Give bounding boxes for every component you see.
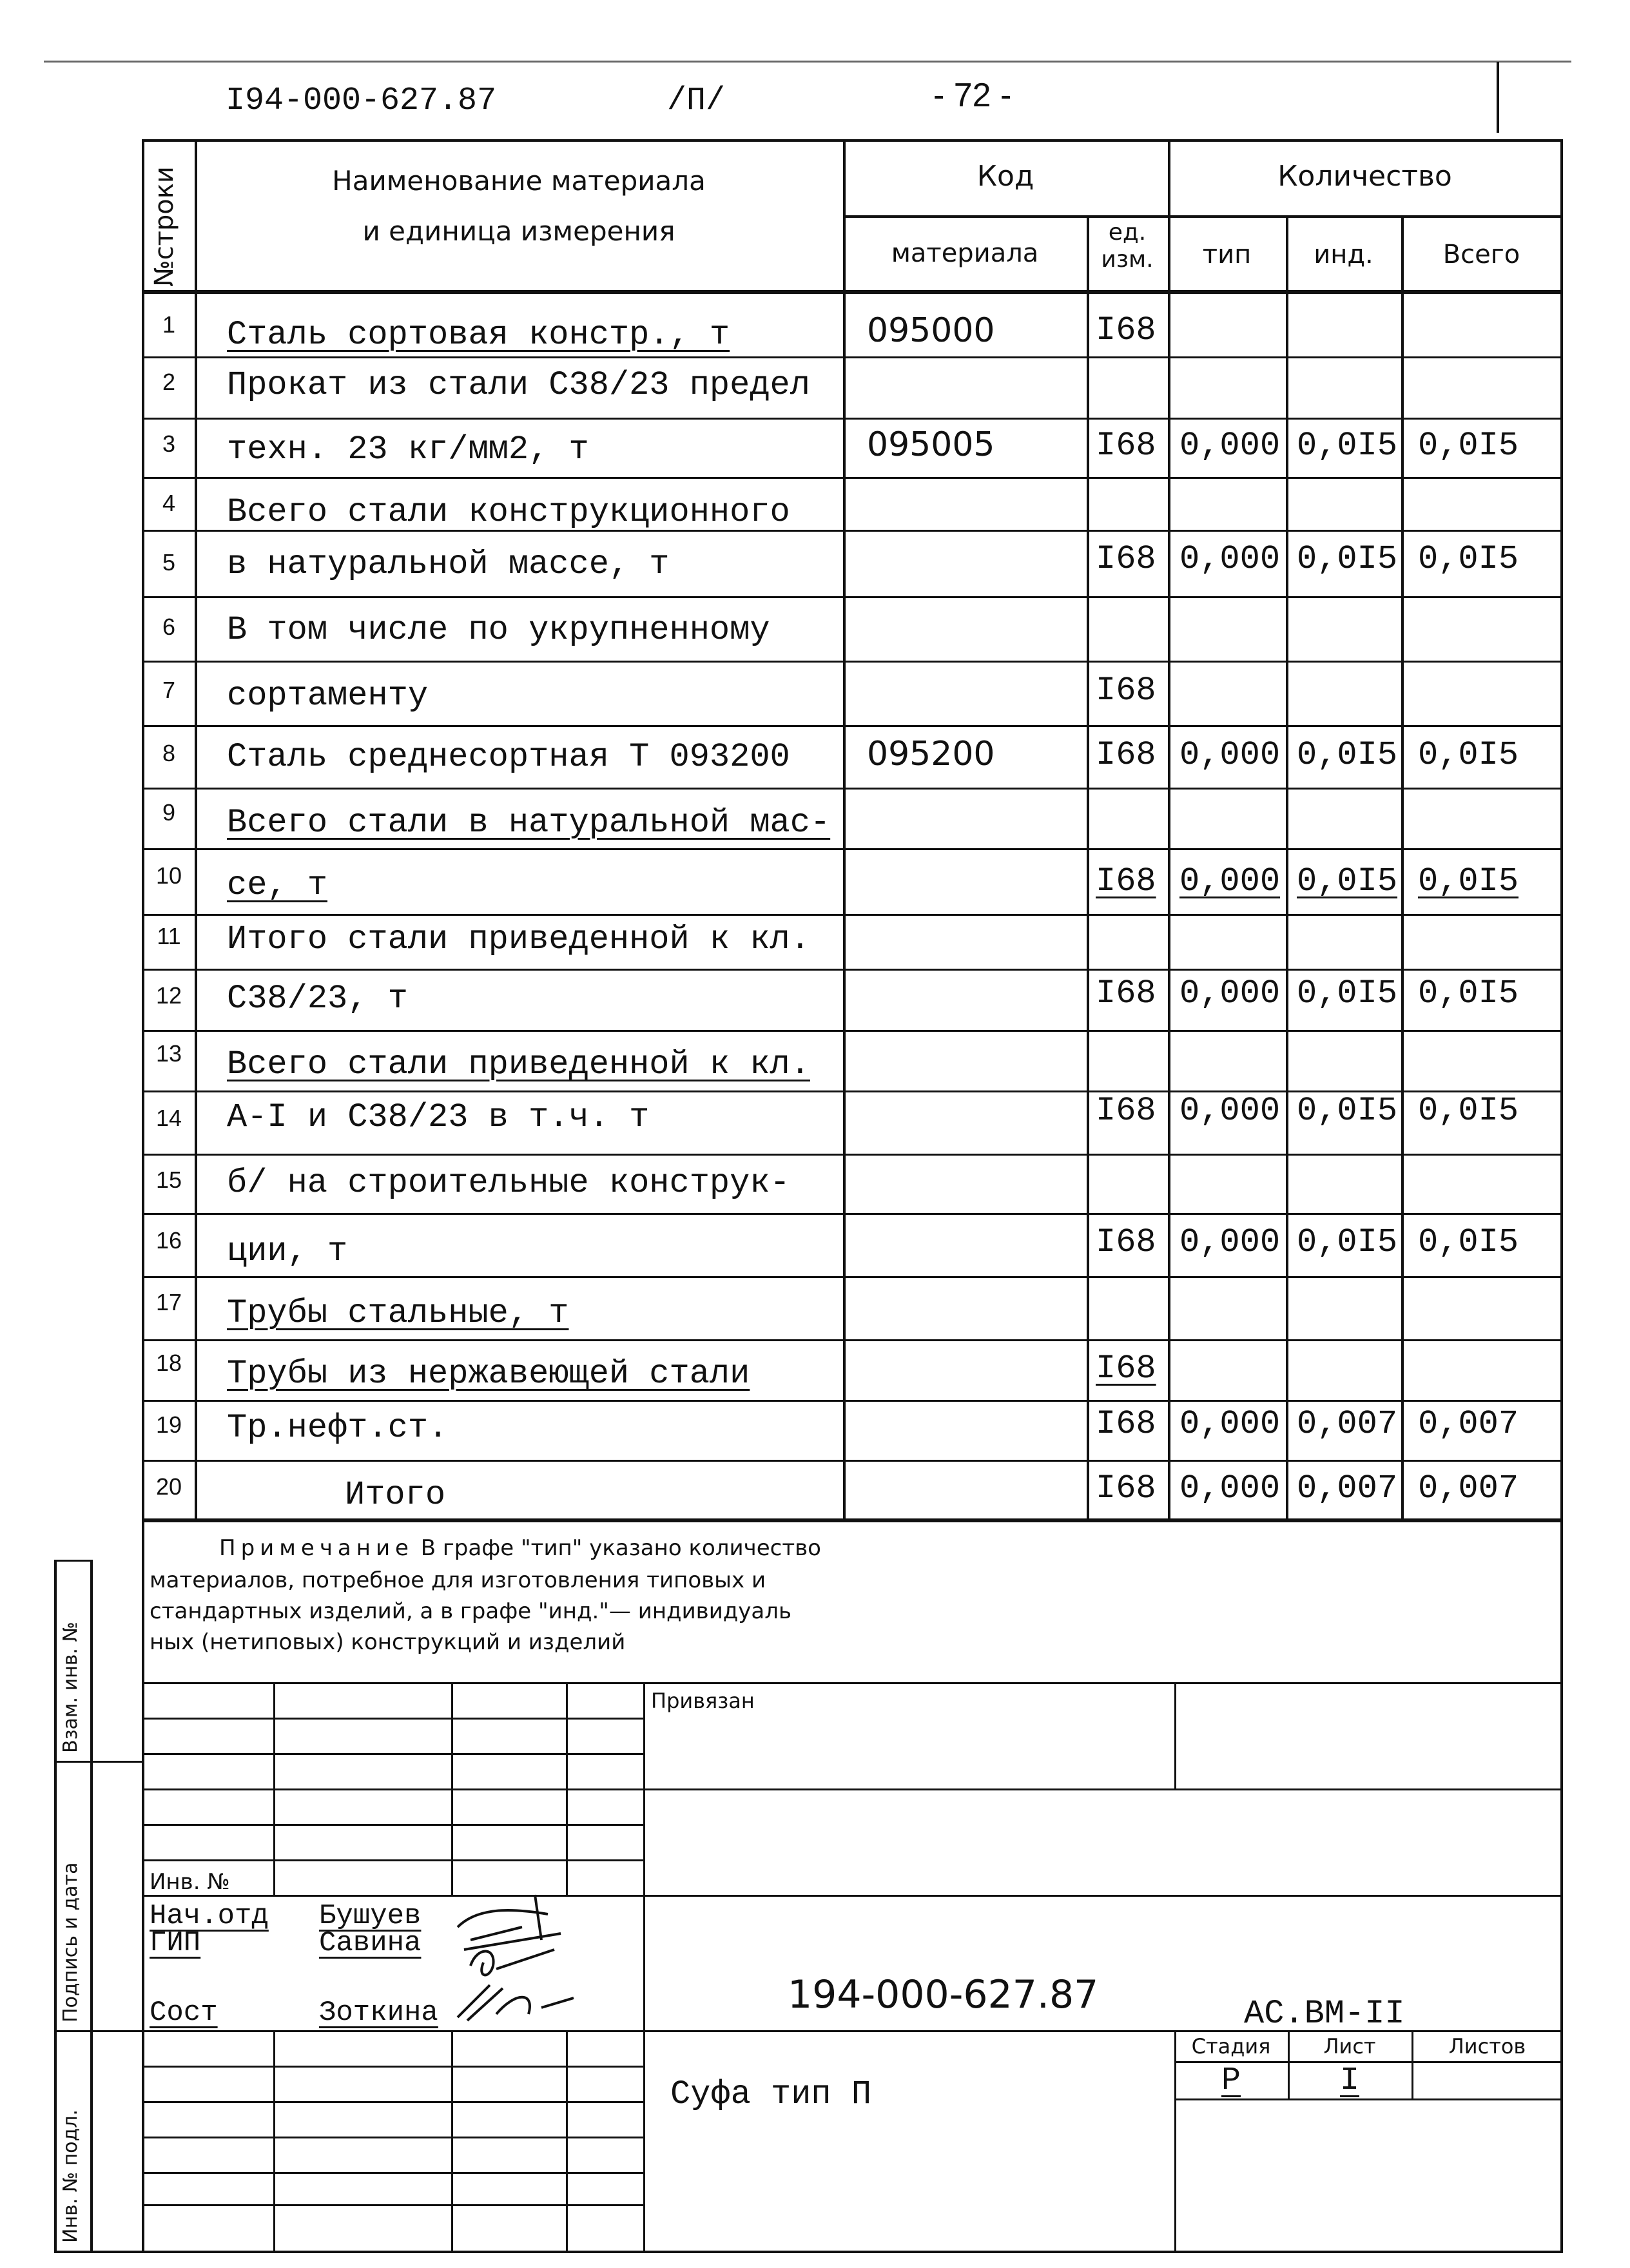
header-ind: инд. [1314,240,1373,269]
row-ind: 0,007 [1297,1405,1398,1443]
stage-value: Р [1221,2062,1241,2099]
stamp-col [643,1682,645,2252]
stamp-line [142,2101,643,2103]
stamp-line [142,1718,643,1720]
page-bottom-border [54,2251,1563,2253]
row-tip: 0,000 [1179,1223,1281,1261]
header-name-line1: Наименование материала [332,165,706,197]
row-name: се, т [227,866,328,904]
row-ind: 0,007 [1297,1469,1398,1507]
stamp-line [142,2204,643,2206]
stamp-col [273,1682,275,1895]
table-top-border [142,139,1563,142]
row-unit: I68 [1096,672,1156,710]
row-ind: 0,0I5 [1297,862,1398,900]
row-name: Всего стали приведенной к кл. [227,1045,810,1083]
row-line [142,661,1563,663]
side-line [54,1761,143,1763]
header-material: материала [891,238,1039,268]
header-unit-1: ед. [1108,219,1147,246]
row-number: 6 [162,614,176,640]
row-tip: 0,000 [1179,1469,1281,1507]
row-name: Трубы стальные, т [227,1294,569,1332]
table-bottom-border [142,1518,1563,1522]
row-number: 16 [155,1227,182,1254]
row-name: Прокат из стали С38/23 предел [227,366,810,404]
side-strip-left [54,1560,57,2253]
row-line [142,914,1563,916]
row-total: 0,0I5 [1418,736,1519,774]
note-line-3: стандартных изделий, а в графе "инд."— индивидуаль [150,1598,792,1624]
frame-left [142,139,144,2253]
header-name-line2: и единица измерения [362,215,675,247]
role-gip: ГИП [150,1927,201,1959]
header-bottom-line [142,290,1563,294]
stamp-line [142,1895,1563,1897]
col-rownum-line [195,139,197,1520]
row-unit: I68 [1096,1350,1156,1388]
row-number: 5 [162,549,176,576]
row-tip: 0,000 [1179,540,1281,578]
stamp-col [451,1682,453,1895]
col-total-line [1401,215,1404,1520]
row-name: Итого [345,1476,446,1514]
row-line [142,596,1563,598]
document-number: I94-000-627.87 [226,82,497,119]
row-name: сортаменту [227,677,429,715]
page-number: - 72 - [933,77,1012,114]
row-line [142,788,1563,790]
note-lead: Примечание [219,1535,414,1561]
note-text: В графе "тип" указано количество [420,1535,821,1561]
row-number: 10 [155,862,182,889]
note-line-4: ных (нетиповых) конструкций и изделий [150,1629,626,1655]
row-material: 095200 [867,735,995,773]
row-line [142,1400,1563,1402]
row-name: Тр.нефт.ст. [227,1409,449,1447]
row-unit: I68 [1096,1469,1156,1507]
row-name: Трубы из нержавеющей стали [227,1355,750,1393]
row-total: 0,007 [1418,1405,1519,1443]
row-number: 17 [155,1289,182,1315]
row-tip: 0,000 [1179,427,1281,465]
drawing-title: Суфа тип П [670,2075,872,2113]
row-ind: 0,0I5 [1297,540,1398,578]
row-name: ции, т [227,1232,348,1270]
row-total: 0,0I5 [1418,974,1519,1013]
row-number: 8 [162,740,176,766]
row-number: 7 [162,677,176,703]
col-ind-line [1286,215,1288,1520]
header-tip: тип [1202,240,1252,269]
stamp-col [273,2030,275,2252]
row-number: 12 [155,982,182,1009]
row-name: Сталь среднесортная Т 093200 [227,738,790,776]
handwritten-doc-number: 194-000-627.87 [788,1972,1099,2017]
stamp-line [142,1859,643,1861]
inv-no-label: Инв. № [150,1869,230,1895]
header-divider [1497,62,1499,133]
row-number: 9 [162,799,176,826]
stamp-line [142,1788,1563,1790]
col-unit-line [1087,215,1089,1520]
stamp-line [142,2137,643,2138]
header-rownum: №строки [150,166,179,287]
series-label: /П/ [667,82,726,119]
col-material-line [843,139,846,1520]
stamp-col [1174,1682,1176,1788]
sheet-value: I [1339,2062,1359,2099]
row-ind: 0,0I5 [1297,1092,1398,1130]
row-total: 0,007 [1418,1469,1519,1507]
row-name: б/ на строительные конструк- [227,1164,790,1202]
row-tip: 0,000 [1179,862,1281,900]
row-ind: 0,0I5 [1297,974,1398,1013]
row-total: 0,0I5 [1418,862,1519,900]
stamp-line [142,2172,643,2174]
header-total: Всего [1442,240,1520,269]
row-unit: I68 [1096,311,1156,349]
row-number: 19 [155,1411,182,1438]
row-line [142,848,1563,850]
row-line [142,477,1563,479]
row-line [142,1339,1563,1341]
sheet-code: АС.ВМ-II [1244,1995,1405,2033]
row-name: Всего стали в натуральной мас- [227,804,831,842]
row-ind: 0,0I5 [1297,1223,1398,1261]
row-line [142,1460,1563,1462]
row-line [142,356,1563,358]
row-number: 4 [162,490,176,516]
row-number: 18 [155,1350,182,1376]
row-unit: I68 [1096,540,1156,578]
side-label-inv-podl: Инв. № подл. [59,2109,82,2243]
side-label-podpis: Подпись и дата [59,1862,82,2022]
row-number: 13 [155,1040,182,1067]
name-zotkina: Зоткина [319,1997,438,2029]
row-total: 0,0I5 [1418,427,1519,465]
signature-zotkina [451,1979,580,2030]
side-line [54,2030,143,2032]
row-total: 0,0I5 [1418,1092,1519,1130]
row-number: 15 [155,1167,182,1193]
stamp-col [451,2030,453,2252]
row-ind: 0,0I5 [1297,736,1398,774]
stamp-col [566,1682,568,1895]
stage-label: Стадия [1191,2034,1271,2059]
side-strip-right [90,1560,93,2253]
stamp-top-line [142,1682,1563,1684]
row-ind: 0,0I5 [1297,427,1398,465]
row-number: 11 [157,923,181,949]
note-line-2: материалов, потребное для изготовления типовых и [150,1567,766,1593]
role-nach-otd: Нач.отд [150,1900,269,1932]
top-rule [44,61,1571,63]
row-number: 2 [162,369,176,395]
row-unit: I68 [1096,862,1156,900]
side-line [54,1560,92,1562]
header-quantity: Количество [1277,160,1452,193]
row-name: Итого стали приведенной к кл. [227,920,810,958]
row-name: В том числе по укрупненному [227,611,770,649]
privyazan-label: Привязан [651,1689,755,1713]
row-name: А-I и С38/23 в т.ч. т [227,1098,650,1136]
side-label-vzam: Взам. инв. № [59,1622,82,1753]
col-tip-line [1168,139,1170,1520]
row-tip: 0,000 [1179,1092,1281,1130]
row-name: Сталь сортовая констр., т [227,316,730,354]
row-unit: I68 [1096,736,1156,774]
row-unit: I68 [1096,1405,1156,1443]
header-code: Код [976,160,1034,193]
row-line [142,1213,1563,1215]
row-tip: 0,000 [1179,1405,1281,1443]
stamp-line [142,1824,643,1826]
row-unit: I68 [1096,974,1156,1013]
role-sost: Сост [150,1997,218,2029]
row-name: в натуральной массе, т [227,545,670,583]
row-material: 095005 [867,425,995,464]
row-line [142,1030,1563,1032]
name-bushuev: Бушуев [319,1900,422,1932]
row-number: 14 [155,1105,182,1131]
name-savina: Савина [319,1927,422,1959]
header-mid-line [843,215,1563,218]
row-material: 095000 [867,311,995,350]
stamp-col [566,2030,568,2252]
stamp-line [142,2066,643,2068]
header-unit-2: изм. [1101,246,1154,273]
row-line [142,418,1563,420]
row-number: 1 [162,311,176,338]
row-name: техн. 23 кг/мм2, т [227,431,589,469]
note-line-1 [219,1535,821,1561]
row-line [142,969,1563,971]
sheet-label: Лист [1323,2034,1376,2059]
row-total: 0,0I5 [1418,1223,1519,1261]
row-total: 0,0I5 [1418,540,1519,578]
row-line [142,1276,1563,1278]
sheets-label: Листов [1448,2034,1526,2059]
row-name: С38/23, т [227,980,408,1018]
row-number: 20 [155,1473,182,1500]
row-line [142,1154,1563,1156]
row-tip: 0,000 [1179,974,1281,1013]
row-unit: I68 [1096,427,1156,465]
row-name: Всего стали конструкционного [227,493,790,531]
row-unit: I68 [1096,1092,1156,1130]
row-unit: I68 [1096,1223,1156,1261]
row-tip: 0,000 [1179,736,1281,774]
row-number: 3 [162,431,176,457]
row-line [142,725,1563,727]
frame-right [1560,139,1563,2253]
stamp-line [142,1753,643,1755]
